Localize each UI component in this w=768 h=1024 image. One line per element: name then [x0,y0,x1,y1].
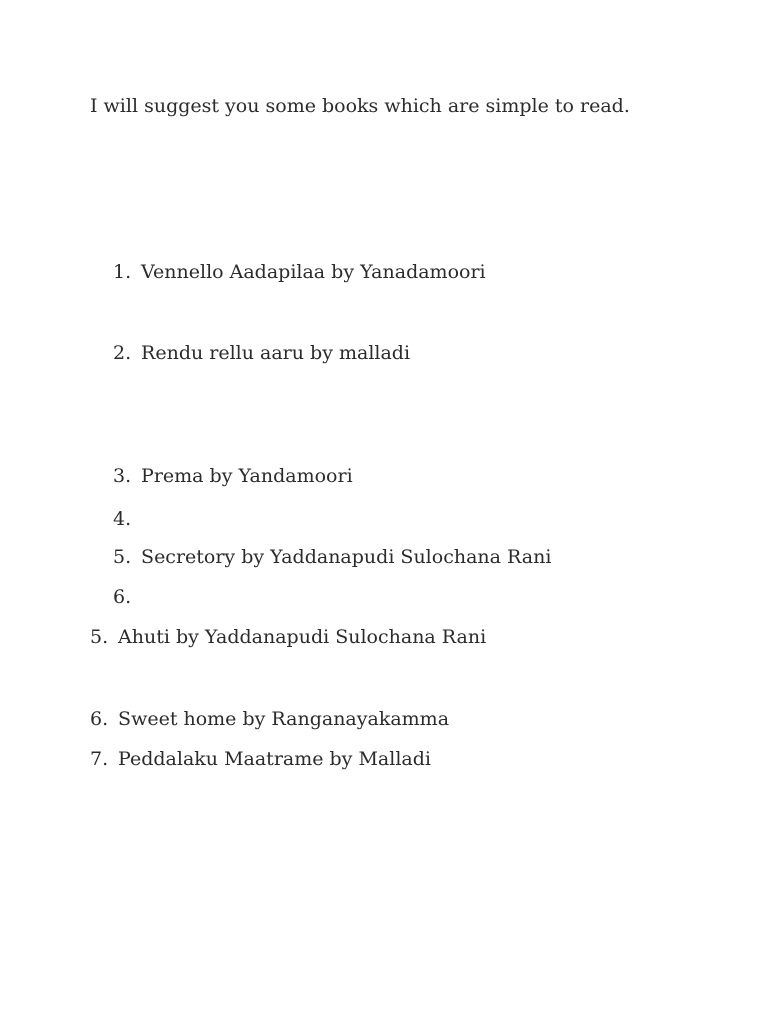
list-item [113,341,410,365]
list-item-text: Peddalaku Maatrame by Malladi [118,748,431,770]
list-item [90,707,449,731]
list-item [113,585,135,609]
list-item-text: Prema by Yandamoori [141,465,353,487]
list-item-number: 5. [113,546,132,568]
list-item-text: Sweet home by Ranganayakamma [118,708,450,730]
list-item-number: 4. [113,508,132,530]
list-item-number: 3. [113,465,132,487]
list-item-number: 2. [113,342,132,364]
list-item-number: 6. [113,586,132,608]
list-item-number: 6. [90,708,109,730]
list-item-number: 5. [90,626,109,648]
list-item-number: 7. [90,748,109,770]
list-item [90,625,486,649]
list-item [113,260,486,284]
list-item [90,747,431,771]
intro-paragraph: I will suggest you some books which are simple to read. [90,95,630,117]
list-item [113,507,135,531]
list-item-number: 1. [113,261,132,283]
list-item-text: Secretory by Yaddanapudi Sulochana Rani [141,546,552,568]
list-item [113,545,551,569]
list-item-text: Ahuti by Yaddanapudi Sulochana Rani [118,626,487,648]
list-item-text: Vennello Aadapilaa by Yanadamoori [141,261,486,283]
list-item [113,464,353,488]
list-item-text: Rendu rellu aaru by malladi [141,342,411,364]
